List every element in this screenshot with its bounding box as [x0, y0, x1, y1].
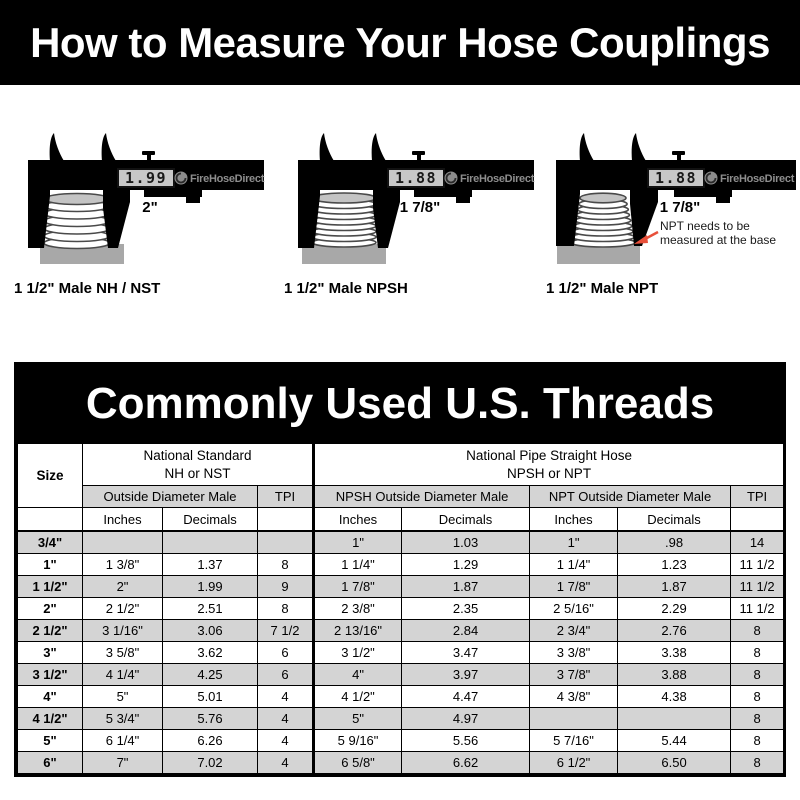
col-header-inches-nh: Inches — [83, 508, 163, 532]
table-row — [18, 642, 784, 664]
thumbscrew-stem — [677, 155, 681, 161]
thumbscrew-icon — [672, 151, 685, 155]
sliding-jaw — [103, 190, 130, 248]
value-cell — [618, 708, 731, 730]
value-cell: 4.38 — [618, 686, 731, 708]
value-cell: 1.87 — [618, 576, 731, 598]
caliper-diagram-nh-nst — [14, 128, 268, 278]
value-cell — [530, 708, 618, 730]
page-header — [0, 0, 800, 85]
table-row — [18, 598, 784, 620]
upper-jaw-icon — [320, 133, 334, 161]
table-row — [18, 620, 784, 642]
value-cell: 5.76 — [163, 708, 258, 730]
value-cell — [163, 531, 258, 554]
size-cell: 2" — [18, 598, 83, 620]
value-cell: 5.01 — [163, 686, 258, 708]
upper-jaw-icon — [102, 133, 116, 161]
size-cell: 3/4" — [18, 531, 83, 554]
value-cell: 8 — [731, 730, 784, 752]
table-row — [18, 752, 784, 774]
threads-table-body — [18, 531, 784, 774]
value-cell: 5" — [83, 686, 163, 708]
measurement-label: 1 7/8" — [659, 199, 701, 216]
value-cell: 4" — [314, 664, 402, 686]
value-cell: 3.38 — [618, 642, 731, 664]
upper-jaw-icon — [50, 133, 64, 161]
col-header-tpi-np: TPI — [731, 486, 784, 508]
size-cell: 3" — [18, 642, 83, 664]
value-cell: 2.29 — [618, 598, 731, 620]
beam-step — [144, 190, 202, 197]
value-cell: 2 5/16" — [530, 598, 618, 620]
value-cell: 2 3/4" — [530, 620, 618, 642]
table-row — [18, 730, 784, 752]
table-row — [18, 576, 784, 598]
lcd-reading: 1.88 — [394, 169, 438, 187]
table-row — [18, 686, 784, 708]
value-cell: 3.88 — [618, 664, 731, 686]
value-cell: 6 1/4" — [83, 730, 163, 752]
value-cell: 6 1/2" — [530, 752, 618, 774]
brand-label: FireHoseDirect — [460, 173, 535, 185]
value-cell: 1.99 — [163, 576, 258, 598]
npt-annotation — [634, 219, 776, 247]
col-header-decimals-npsh: Decimals — [402, 508, 530, 532]
lcd-reading: 1.88 — [654, 169, 698, 187]
upper-jaw-icon — [632, 133, 646, 161]
value-cell: 4.97 — [402, 708, 530, 730]
col-header-blank — [258, 508, 314, 532]
value-cell: 5.56 — [402, 730, 530, 752]
value-cell: 3 1/2" — [314, 642, 402, 664]
value-cell: 3.06 — [163, 620, 258, 642]
value-cell: 3.97 — [402, 664, 530, 686]
value-cell: 4 — [258, 752, 314, 774]
value-cell: 8 — [731, 620, 784, 642]
thumbscrew-icon — [412, 151, 425, 155]
value-cell: 5.44 — [618, 730, 731, 752]
col-header-blank — [731, 508, 784, 532]
value-cell: 8 — [731, 664, 784, 686]
value-cell: 8 — [258, 598, 314, 620]
value-cell: 1 7/8" — [314, 576, 402, 598]
nh-group-line1: National Standard — [143, 448, 252, 463]
value-cell: 8 — [258, 554, 314, 576]
value-cell: 4 — [258, 686, 314, 708]
col-header-decimals-npt: Decimals — [618, 508, 731, 532]
value-cell: 4 — [258, 730, 314, 752]
value-cell: 1.29 — [402, 554, 530, 576]
value-cell: 1.23 — [618, 554, 731, 576]
value-cell: 8 — [731, 686, 784, 708]
table-title: Commonly Used U.S. Threads — [17, 365, 783, 443]
size-cell: 4 1/2" — [18, 708, 83, 730]
table-row — [18, 664, 784, 686]
value-cell: 6 — [258, 642, 314, 664]
table-row — [18, 708, 784, 730]
value-cell: 5 9/16" — [314, 730, 402, 752]
thumbscrew-stem — [147, 155, 151, 161]
sliding-jaw — [373, 190, 400, 248]
value-cell: 3.62 — [163, 642, 258, 664]
measurement-label: 1 7/8" — [399, 199, 441, 216]
size-cell: 5" — [18, 730, 83, 752]
value-cell: 2.51 — [163, 598, 258, 620]
caliper-diagram-npt — [546, 128, 800, 278]
beam-step — [414, 190, 472, 197]
value-cell: .98 — [618, 531, 731, 554]
npsh-group-line1: National Pipe Straight Hose — [466, 448, 632, 463]
npsh-group-line2: NPSH or NPT — [507, 465, 592, 481]
value-cell: 6.26 — [163, 730, 258, 752]
upper-jaw-icon — [580, 133, 594, 161]
value-cell: 3 5/8" — [83, 642, 163, 664]
value-cell: 14 — [731, 531, 784, 554]
value-cell: 4 1/2" — [314, 686, 402, 708]
value-cell: 2 3/8" — [314, 598, 402, 620]
upper-jaw-icon — [372, 133, 386, 161]
nh-group-line2: NH or NST — [164, 465, 231, 481]
value-cell: 4.47 — [402, 686, 530, 708]
value-cell: 2.84 — [402, 620, 530, 642]
size-cell: 4" — [18, 686, 83, 708]
value-cell: 7 1/2 — [258, 620, 314, 642]
value-cell: 7.02 — [163, 752, 258, 774]
col-header-nh-group — [83, 444, 314, 486]
value-cell: 1 7/8" — [530, 576, 618, 598]
thumbscrew-stem — [417, 155, 421, 161]
value-cell: 2.35 — [402, 598, 530, 620]
value-cell: 2" — [83, 576, 163, 598]
value-cell: 1" — [530, 531, 618, 554]
value-cell: 1 1/4" — [530, 554, 618, 576]
thread-stack-tapered — [571, 193, 636, 247]
col-header-inches-npsh: Inches — [314, 508, 402, 532]
value-cell: 1.37 — [163, 554, 258, 576]
size-cell: 2 1/2" — [18, 620, 83, 642]
table-row — [18, 554, 784, 576]
figure-caption: 1 1/2" Male NPSH — [284, 280, 408, 297]
col-header-npt-od: NPT Outside Diameter Male — [530, 486, 731, 508]
value-cell: 11 1/2 — [731, 598, 784, 620]
col-header-od-male: Outside Diameter Male — [83, 486, 258, 508]
measurement-label: 2" — [142, 199, 158, 216]
value-cell: 1.87 — [402, 576, 530, 598]
page-title: How to Measure Your Hose Couplings — [30, 18, 770, 66]
value-cell: 1 1/4" — [314, 554, 402, 576]
value-cell — [83, 531, 163, 554]
size-cell: 1 1/2" — [18, 576, 83, 598]
threads-table-section — [14, 362, 786, 777]
col-header-size: Size — [18, 444, 83, 508]
value-cell: 1.03 — [402, 531, 530, 554]
value-cell: 11 1/2 — [731, 554, 784, 576]
size-cell: 6" — [18, 752, 83, 774]
value-cell: 4 1/4" — [83, 664, 163, 686]
beam-notch — [716, 197, 730, 203]
value-cell: 9 — [258, 576, 314, 598]
col-header-npsh-od: NPSH Outside Diameter Male — [314, 486, 530, 508]
brand-label: FireHoseDirect — [190, 173, 265, 185]
thumbscrew-icon — [142, 151, 155, 155]
thread-stack — [44, 194, 110, 249]
value-cell: 4.25 — [163, 664, 258, 686]
beam-notch — [456, 197, 470, 203]
value-cell: 6 — [258, 664, 314, 686]
value-cell: 2 13/16" — [314, 620, 402, 642]
figure-nh-nst — [14, 128, 272, 297]
value-cell: 6.62 — [402, 752, 530, 774]
brand-label: FireHoseDirect — [720, 173, 795, 185]
figure-caption: 1 1/2" Male NH / NST — [14, 280, 161, 297]
value-cell: 4 — [258, 708, 314, 730]
col-header-decimals-nh: Decimals — [163, 508, 258, 532]
beam-notch — [186, 197, 200, 203]
threads-table — [17, 443, 784, 774]
size-cell: 1" — [18, 554, 83, 576]
col-header-inches-npt: Inches — [530, 508, 618, 532]
value-cell: 7" — [83, 752, 163, 774]
value-cell: 8 — [731, 642, 784, 664]
lcd-reading: 1.99 — [124, 169, 168, 187]
value-cell: 3.47 — [402, 642, 530, 664]
value-cell: 3 7/8" — [530, 664, 618, 686]
value-cell: 5 7/16" — [530, 730, 618, 752]
figure-npt — [546, 128, 800, 297]
value-cell: 8 — [731, 752, 784, 774]
value-cell — [258, 531, 314, 554]
size-cell: 3 1/2" — [18, 664, 83, 686]
value-cell: 2 1/2" — [83, 598, 163, 620]
value-cell: 2.76 — [618, 620, 731, 642]
figure-caption: 1 1/2" Male NPT — [546, 280, 659, 297]
caliper-diagram-npsh — [284, 128, 538, 278]
value-cell: 6.50 — [618, 752, 731, 774]
value-cell: 11 1/2 — [731, 576, 784, 598]
col-header-npsh-group — [314, 444, 784, 486]
value-cell: 3 1/16" — [83, 620, 163, 642]
value-cell: 1 3/8" — [83, 554, 163, 576]
thread-stack — [312, 193, 376, 247]
figure-npsh — [284, 128, 542, 297]
table-row — [18, 531, 784, 554]
annotation-line: measured at the base — [660, 233, 777, 247]
value-cell: 1" — [314, 531, 402, 554]
value-cell: 8 — [731, 708, 784, 730]
value-cell: 6 5/8" — [314, 752, 402, 774]
annotation-line: NPT needs to be — [660, 219, 750, 233]
beam-step — [674, 190, 732, 197]
value-cell: 3 3/8" — [530, 642, 618, 664]
value-cell: 4 3/8" — [530, 686, 618, 708]
value-cell: 5 3/4" — [83, 708, 163, 730]
value-cell: 5" — [314, 708, 402, 730]
col-header-blank — [18, 508, 83, 532]
col-header-tpi-nh: TPI — [258, 486, 314, 508]
